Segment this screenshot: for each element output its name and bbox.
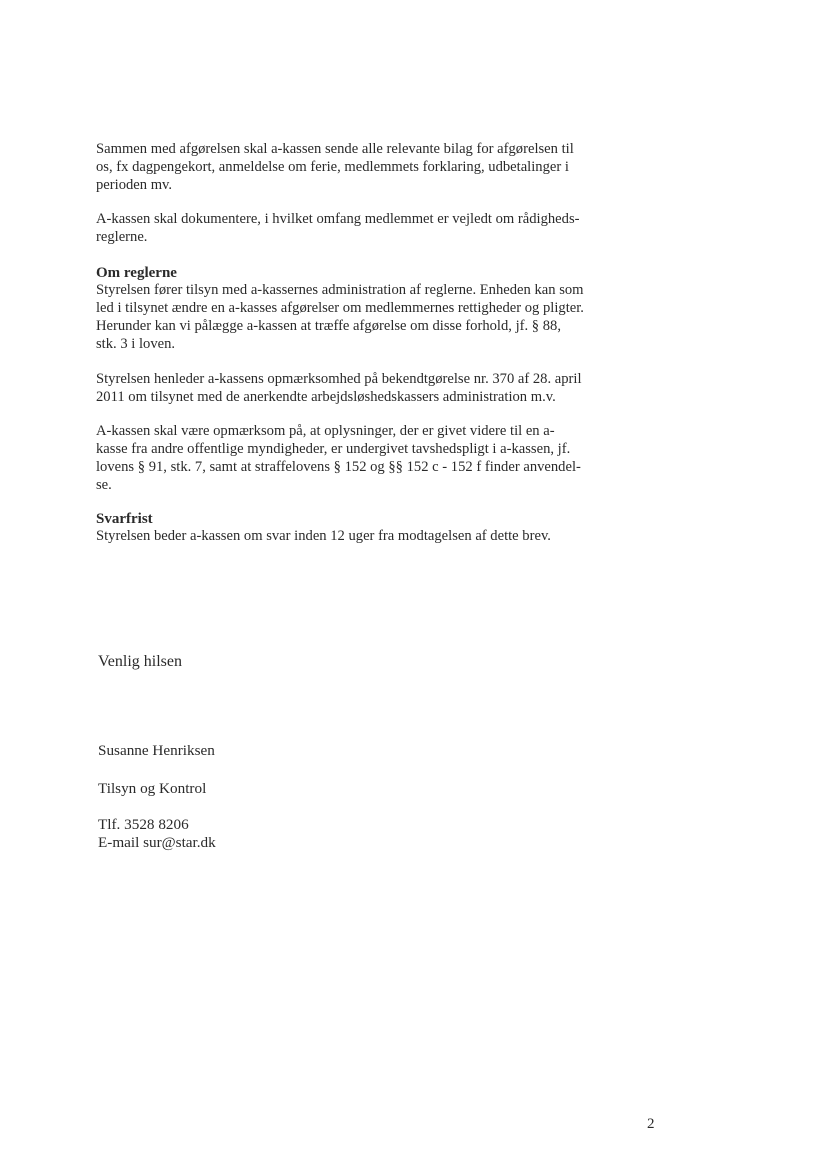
- closing-greeting: Venlig hilsen: [98, 653, 182, 670]
- signatory-name: Susanne Henriksen: [98, 742, 215, 759]
- section-heading-rules: Om reglerne: [96, 265, 177, 281]
- signatory-department: Tilsyn og Kontrol: [98, 780, 207, 797]
- page-number: 2: [647, 1116, 655, 1132]
- signatory-contact: Tlf. 3528 8206 E-mail sur@star.dk: [98, 816, 216, 851]
- paragraph-notice: Styrelsen henleder a-kassens opmærksomhed på bekendtgørelse nr. 370 af 28. april 2011 om tilsynet med de anerkendte arbejdsløshedskassers administration m.v.: [96, 371, 582, 405]
- paragraph-rules: Styrelsen fører tilsyn med a-kassernes administration af reglerne. Enheden kan som led i tilsynet ændre en a-kasses afgørelser om medlemmernes rettigheder og pligter. Herunder kan vi pålægge a-kassen at træffe afgørelse om disse forhold, jf. § 88, stk. 3 i loven.: [96, 282, 584, 352]
- paragraph-deadline: Styrelsen beder a-kassen om svar inden 12 uger fra modtagelsen af dette brev.: [96, 528, 551, 544]
- paragraph-attachments: Sammen med afgørelsen skal a-kassen sende alle relevante bilag for afgørelsen til os, fx dagpengekort, anmeldelse om ferie, medlemmets forklaring, udbetalinger i perioden mv.: [96, 141, 574, 193]
- paragraph-confidentiality: A-kassen skal være opmærksom på, at oplysninger, der er givet videre til en a- kasse fra andre offentlige myndigheder, er undergivet tavshedspligt i a-kassen, jf. lovens § 91, stk. 7, samt at straffelovens § 152 og §§ 152 c - 152 f finder anvendel- se.: [96, 423, 581, 493]
- paragraph-documentation: A-kassen skal dokumentere, i hvilket omfang medlemmet er vejledt om rådigheds- reglerne.: [96, 211, 580, 245]
- section-heading-deadline: Svarfrist: [96, 511, 153, 527]
